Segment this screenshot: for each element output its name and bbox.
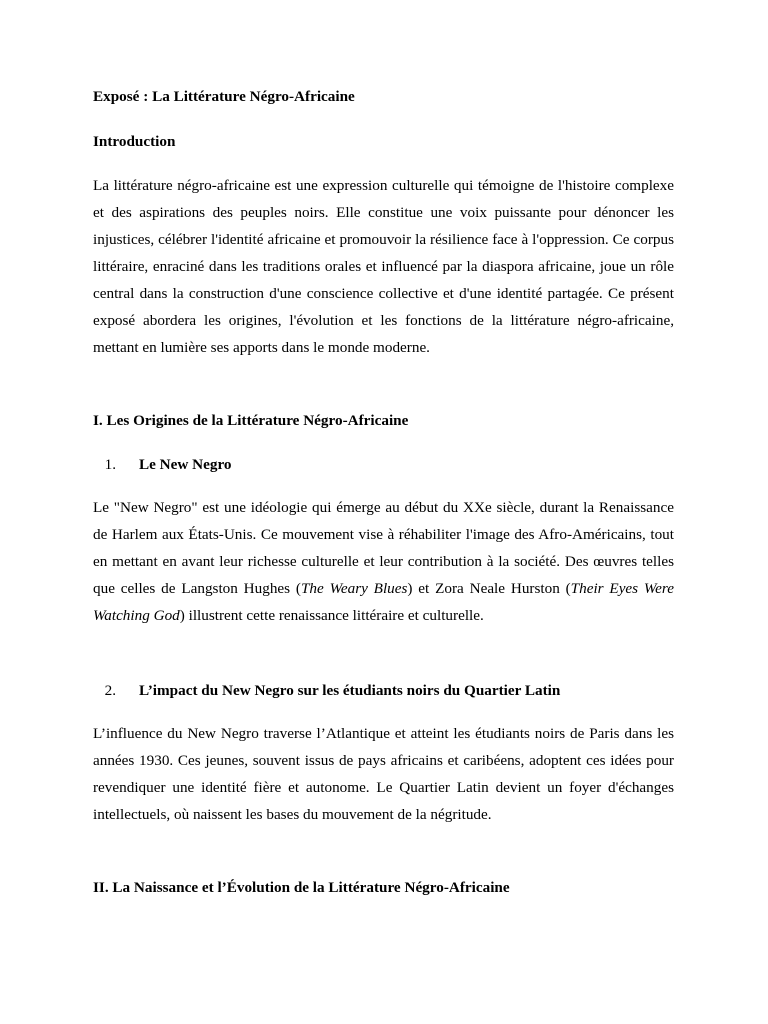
work-title-their-eyes: Their Eyes Were Watching God <box>93 580 674 624</box>
new-negro-paragraph <box>93 494 674 629</box>
new-negro-text-part-2: ) et Zora Neale Hurston ( <box>407 580 571 597</box>
list-title-1: Le New Negro <box>139 456 232 473</box>
list-number-1: 1. <box>104 456 116 473</box>
list-number-2: 2. <box>104 682 116 699</box>
section-2-heading: II. La Naissance et l’Évolution de la Littérature Négro-Africaine <box>93 879 510 896</box>
intro-heading: Introduction <box>93 133 176 150</box>
new-negro-text-part-1: Le "New Negro" est une idéologie qui émerge au début du XXe siècle, durant la Renaissance de Harlem aux États-Unis. Ce mouvement vise à réhabiliter l'image des Afro-Américains, tout en mettant en avant leur richesse culturelle et leur contribution à la société. Des œuvres telles que celles de Langston Hughes ( <box>93 499 674 597</box>
list-title-2: L’impact du New Negro sur les étudiants noirs du Quartier Latin <box>139 682 561 699</box>
work-title-weary-blues: The Weary Blues <box>300 580 408 597</box>
impact-paragraph: L’influence du New Negro traverse l’Atlantique et atteint les étudiants noirs de Paris dans les années 1930. Ces jeunes, souvent issus de pays africains et caribéens, adoptent ces idées pour revendiquer une identité fière et autonome. Le Quartier Latin devient un foyer d'échanges intellectuels, où naissent les bases du mouvement de la négritude. <box>93 725 674 823</box>
intro-paragraph: La littérature négro-africaine est une expression culturelle qui témoigne de l'histoire complexe et des aspirations des peuples noirs. Elle constitue une voix puissante pour dénoncer les injustices, célébrer l'identité africaine et promouvoir la résilience face à l'oppression. Ce corpus littéraire, enraciné dans les traditions orales et influencé par la diaspora africaine, joue un rôle central dans la construction d'une conscience collective et d'une identité partagée. Ce présent exposé abordera les origines, l'évolution et les fonctions de la littérature négro-africaine, mettant en lumière ses apports dans le monde moderne. <box>93 177 674 356</box>
section-1-heading: I. Les Origines de la Littérature Négro-Africaine <box>93 412 409 429</box>
new-negro-text-part-3: ) illustrent cette renaissance littéraire et culturelle. <box>179 607 484 624</box>
list-item-1 <box>93 455 674 475</box>
document-title: Exposé : La Littérature Négro-Africaine <box>93 88 355 105</box>
list-item-2 <box>93 681 674 701</box>
